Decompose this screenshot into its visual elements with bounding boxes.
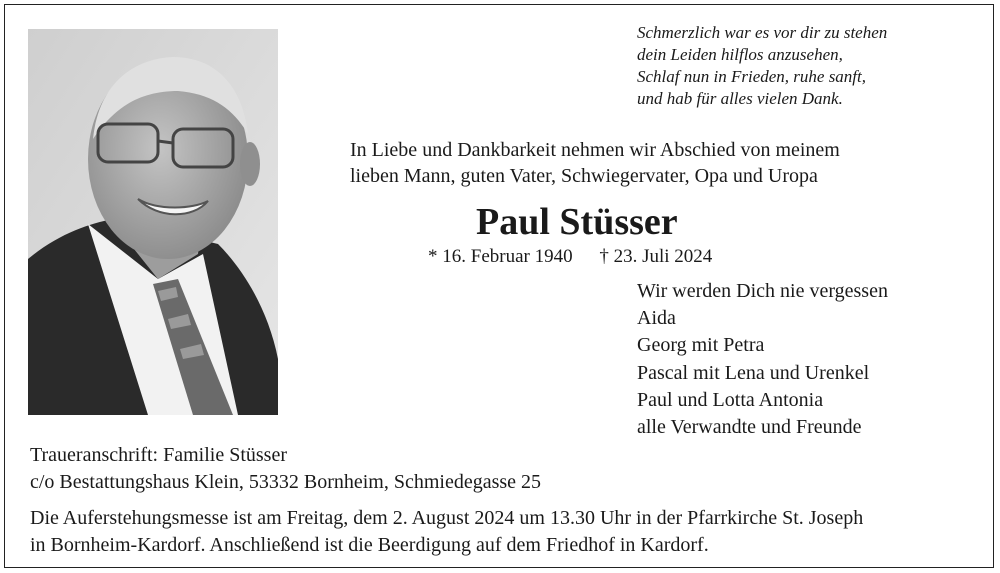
poem-line: Schmerzlich war es vor dir zu stehen [637,23,888,42]
mourner-line: Wir werden Dich nie vergessen [637,280,888,302]
address-line: Traueranschrift: Familie Stüsser [30,444,288,466]
service-line: Die Auferstehungsmesse ist am Freitag, dem 2. August 2024 um 13.30 Uhr in der Pfarrkirche St. Joseph [30,507,864,529]
poem-line: Schlaf nun in Frieden, ruhe sanft, [637,67,867,86]
service-info [30,505,863,559]
death-date: † 23. Juli 2024 [599,246,713,267]
mourning-address [30,442,541,496]
mourner-line: Paul und Lotta Antonia [637,388,824,411]
mourners-list [637,278,888,441]
intro-line: In Liebe und Dankbarkeit nehmen wir Abschied von meinem [350,139,840,161]
poem-line: und hab für alles vielen Dank. [637,89,843,108]
portrait-photo [28,29,278,415]
birth-date: * 16. Februar 1940 [428,246,573,267]
address-line: c/o Bestattungshaus Klein, 53332 Bornheim, Schmiedegasse 25 [30,471,542,493]
poem-line: dein Leiden hilflos anzusehen, [637,45,843,64]
intro-line: lieben Mann, guten Vater, Schwiegervater, Opa und Uropa [350,165,818,187]
poem [637,22,887,110]
mourner-line: Georg mit Petra [637,334,765,357]
mourner-line: Pascal mit Lena und Urenkel [637,361,870,384]
deceased-name: Paul Stüsser [476,201,678,243]
service-line: in Bornheim-Kardorf. Anschließend ist die Beerdigung auf dem Friedhof in Kardorf. [30,534,709,556]
life-dates [428,245,712,269]
farewell-intro [350,137,840,189]
mourner-line: Aida [637,307,676,330]
mourner-line: alle Verwandte und Freunde [637,416,862,439]
